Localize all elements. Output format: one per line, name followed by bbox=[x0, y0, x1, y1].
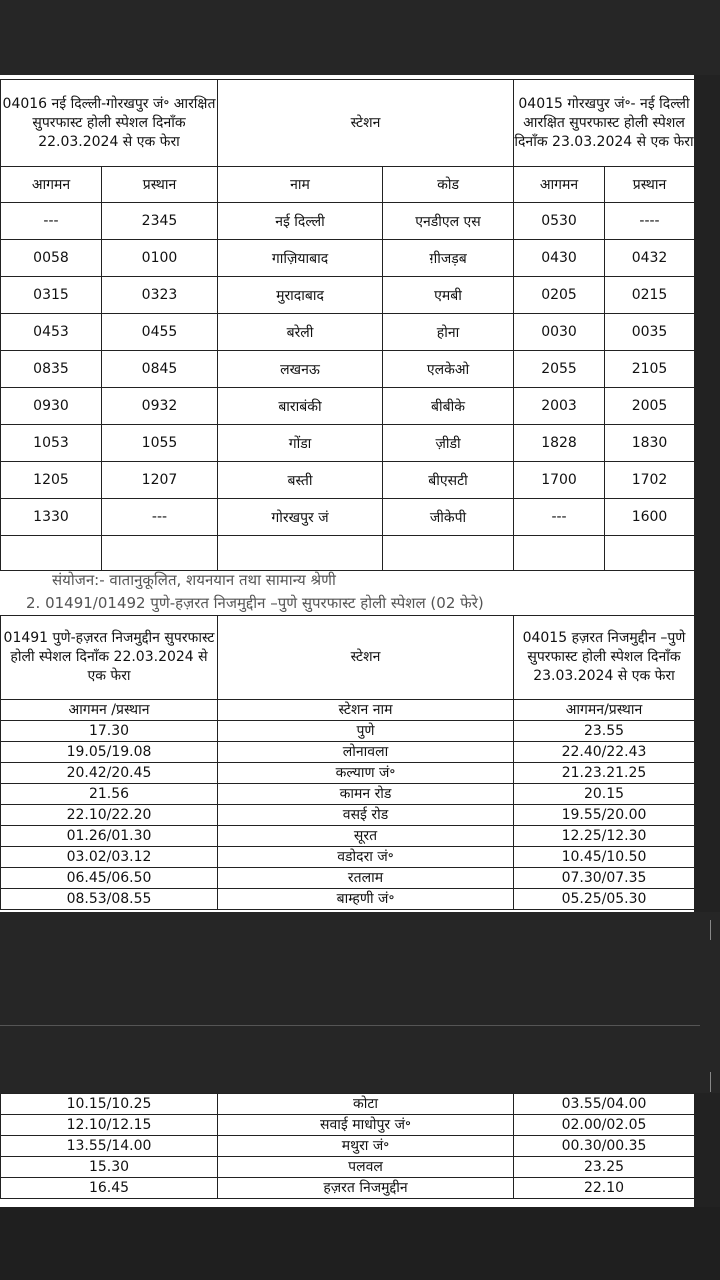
table-cell: 0455 bbox=[102, 314, 218, 351]
blank-cell bbox=[383, 536, 514, 571]
table-cell: 0205 bbox=[514, 277, 605, 314]
table-cell: 00.30/00.35 bbox=[514, 1136, 695, 1157]
table-cell: 17.30 bbox=[1, 721, 218, 742]
table-cell: सूरत bbox=[218, 826, 514, 847]
table-cell: मुरादाबाद bbox=[218, 277, 383, 314]
schedule-table-pune bbox=[0, 615, 695, 910]
table-row bbox=[1, 499, 695, 536]
table-cell: नई दिल्ली bbox=[218, 203, 383, 240]
table-cell: 0030 bbox=[514, 314, 605, 351]
table-cell: 1700 bbox=[514, 462, 605, 499]
col-station-name: स्टेशन नाम bbox=[218, 700, 514, 721]
blank-cell bbox=[514, 536, 605, 571]
scroll-handle-lower[interactable] bbox=[710, 1072, 717, 1092]
table-cell: 08.53/08.55 bbox=[1, 889, 218, 910]
table-cell: 23.55 bbox=[514, 721, 695, 742]
table-cell: 2055 bbox=[514, 351, 605, 388]
table-cell: 19.55/20.00 bbox=[514, 805, 695, 826]
blank-cell bbox=[102, 536, 218, 571]
table-cell: 0058 bbox=[1, 240, 102, 277]
table-cell: 0035 bbox=[605, 314, 695, 351]
table-cell: 2003 bbox=[514, 388, 605, 425]
table-cell: --- bbox=[1, 203, 102, 240]
table-cell: ग़ीजड़ब bbox=[383, 240, 514, 277]
table-cell: 0932 bbox=[102, 388, 218, 425]
train-return-header: 04015 हज़रत निजमुद्दीन –पुणे सुपरफास्ट होली स्पेशल दिनाँक 23.03.2024 से एक फेरा bbox=[514, 616, 695, 700]
table-cell: 1053 bbox=[1, 425, 102, 462]
table-cell: --- bbox=[514, 499, 605, 536]
table-row bbox=[1, 425, 695, 462]
table-cell: 0100 bbox=[102, 240, 218, 277]
train-04016-header: 04016 नई दिल्ली-गोरखपुर जं॰ आरक्षित सुपरफास्ट होली स्पेशल दिनाँक 22.03.2024 से एक फेरा bbox=[1, 80, 218, 167]
table-cell: 05.25/05.30 bbox=[514, 889, 695, 910]
table-cell: 22.40/22.43 bbox=[514, 742, 695, 763]
table-cell: 22.10/22.20 bbox=[1, 805, 218, 826]
blank-cell bbox=[605, 536, 695, 571]
table-cell: 22.10 bbox=[514, 1178, 695, 1199]
table-cell: वडोदरा जं॰ bbox=[218, 847, 514, 868]
top-dark-strip bbox=[0, 0, 720, 75]
table-row bbox=[1, 388, 695, 425]
table-cell: बाराबंकी bbox=[218, 388, 383, 425]
table-cell: 2105 bbox=[605, 351, 695, 388]
table-cell: पलवल bbox=[218, 1157, 514, 1178]
station-header: स्टेशन bbox=[218, 80, 514, 167]
col-arr-dep: आगमन /प्रस्थान bbox=[1, 700, 218, 721]
table-cell: बीएसटी bbox=[383, 462, 514, 499]
table-cell: 0315 bbox=[1, 277, 102, 314]
blank-cell bbox=[1, 536, 102, 571]
table-row bbox=[1, 1115, 695, 1136]
table-cell: 10.15/10.25 bbox=[1, 1094, 218, 1115]
table-row bbox=[1, 462, 695, 499]
table-row bbox=[1, 240, 695, 277]
table-cell: 0835 bbox=[1, 351, 102, 388]
table-cell: 0930 bbox=[1, 388, 102, 425]
table-cell: सवाई माधोपुर जं॰ bbox=[218, 1115, 514, 1136]
col-code: कोड bbox=[383, 167, 514, 203]
table-row bbox=[1, 1094, 695, 1115]
table-cell: 0215 bbox=[605, 277, 695, 314]
table-cell: एमबी bbox=[383, 277, 514, 314]
table-cell: 16.45 bbox=[1, 1178, 218, 1199]
table-cell: 03.55/04.00 bbox=[514, 1094, 695, 1115]
table-cell: 06.45/06.50 bbox=[1, 868, 218, 889]
table-cell: 20.42/20.45 bbox=[1, 763, 218, 784]
table-cell: 23.25 bbox=[514, 1157, 695, 1178]
table-cell: कल्याण जं॰ bbox=[218, 763, 514, 784]
table-row bbox=[1, 805, 695, 826]
table-row bbox=[1, 1178, 695, 1199]
table-cell: गाज़ियाबाद bbox=[218, 240, 383, 277]
col-name: नाम bbox=[218, 167, 383, 203]
table-cell: जीकेपी bbox=[383, 499, 514, 536]
section-heading-2: 2. 01491/01492 पुणे-हज़रत निजमुद्दीन –पुणे सुपरफास्ट होली स्पेशल (02 फेरे) bbox=[26, 594, 484, 612]
schedule-table-pune-continued bbox=[0, 1093, 695, 1199]
table-cell: 10.45/10.50 bbox=[514, 847, 695, 868]
table-cell: 21.23.21.25 bbox=[514, 763, 695, 784]
table-cell: लोनावला bbox=[218, 742, 514, 763]
table-cell: 1055 bbox=[102, 425, 218, 462]
table-cell: 1828 bbox=[514, 425, 605, 462]
table-cell: रतलाम bbox=[218, 868, 514, 889]
composition-note: संयोजन:- वातानुकूलित, शयनयान तथा सामान्य श्रेणी bbox=[52, 571, 336, 589]
page-divider-line bbox=[0, 1025, 700, 1026]
table-row bbox=[1, 721, 695, 742]
table-row bbox=[1, 763, 695, 784]
table-cell: 13.55/14.00 bbox=[1, 1136, 218, 1157]
table-cell: 0453 bbox=[1, 314, 102, 351]
table-cell: लखनऊ bbox=[218, 351, 383, 388]
table-cell: बस्ती bbox=[218, 462, 383, 499]
table-cell: गोरखपुर जं bbox=[218, 499, 383, 536]
table-cell: --- bbox=[102, 499, 218, 536]
table-row bbox=[1, 314, 695, 351]
table-cell: 1330 bbox=[1, 499, 102, 536]
table-cell: बाम्हणी जं॰ bbox=[218, 889, 514, 910]
table-row bbox=[1, 742, 695, 763]
table-cell: 1830 bbox=[605, 425, 695, 462]
table-cell: 15.30 bbox=[1, 1157, 218, 1178]
table-cell: 2005 bbox=[605, 388, 695, 425]
table-cell: 19.05/19.08 bbox=[1, 742, 218, 763]
table-cell: पुणे bbox=[218, 721, 514, 742]
schedule-table-gorakhpur bbox=[0, 79, 695, 571]
table-cell: 0323 bbox=[102, 277, 218, 314]
table-cell: बरेली bbox=[218, 314, 383, 351]
table-cell: 0432 bbox=[605, 240, 695, 277]
train-01491-header: 01491 पुणे-हज़रत निजमुद्दीन सुपरफास्ट होली स्पेशल दिनाँक 22.03.2024 से एक फेरा bbox=[1, 616, 218, 700]
table-row bbox=[1, 889, 695, 910]
table-cell: 12.10/12.15 bbox=[1, 1115, 218, 1136]
table-cell: हज़रत निजमुद्दीन bbox=[218, 1178, 514, 1199]
table-row bbox=[1, 351, 695, 388]
col-arrival: आगमन bbox=[1, 167, 102, 203]
table-cell: 03.02/03.12 bbox=[1, 847, 218, 868]
table-cell: कोटा bbox=[218, 1094, 514, 1115]
table-cell: 02.00/02.05 bbox=[514, 1115, 695, 1136]
table-row bbox=[1, 277, 695, 314]
table-cell: मथुरा जं॰ bbox=[218, 1136, 514, 1157]
table-cell: एनडीएल एस bbox=[383, 203, 514, 240]
table-cell: 0845 bbox=[102, 351, 218, 388]
table-cell: 1702 bbox=[605, 462, 695, 499]
table-row bbox=[1, 1157, 695, 1178]
table-cell: 1600 bbox=[605, 499, 695, 536]
table-cell: 12.25/12.30 bbox=[514, 826, 695, 847]
table-cell: गोंडा bbox=[218, 425, 383, 462]
table-row bbox=[1, 203, 695, 240]
col-departure: प्रस्थान bbox=[102, 167, 218, 203]
table-cell: 20.15 bbox=[514, 784, 695, 805]
station-header: स्टेशन bbox=[218, 616, 514, 700]
table-cell: 07.30/07.35 bbox=[514, 868, 695, 889]
col-arr-dep-return: आगमन/प्रस्थान bbox=[514, 700, 695, 721]
table-row bbox=[1, 868, 695, 889]
table-cell: 1207 bbox=[102, 462, 218, 499]
col-departure-return: प्रस्थान bbox=[605, 167, 695, 203]
table-row bbox=[1, 847, 695, 868]
table-cell: बीबीके bbox=[383, 388, 514, 425]
table-cell: वसई रोड bbox=[218, 805, 514, 826]
train-04015-header: 04015 गोरखपुर जं॰- नई दिल्ली आरक्षित सुपरफास्ट होली स्पेशल दिनाँक 23.03.2024 से एक फेरा bbox=[514, 80, 695, 167]
table-cell: होना bbox=[383, 314, 514, 351]
col-arrival-return: आगमन bbox=[514, 167, 605, 203]
table-cell: एलकेओ bbox=[383, 351, 514, 388]
table-row bbox=[1, 826, 695, 847]
table-cell: ज़ीडी bbox=[383, 425, 514, 462]
blank-cell bbox=[218, 536, 383, 571]
bottom-dark-area bbox=[0, 1207, 720, 1280]
table-row bbox=[1, 784, 695, 805]
table-cell: ---- bbox=[605, 203, 695, 240]
page-gap bbox=[0, 912, 720, 1093]
table-cell: 1205 bbox=[1, 462, 102, 499]
table-cell: 2345 bbox=[102, 203, 218, 240]
table-cell: 0530 bbox=[514, 203, 605, 240]
scroll-handle[interactable] bbox=[710, 920, 717, 940]
table-cell: 01.26/01.30 bbox=[1, 826, 218, 847]
table-cell: 21.56 bbox=[1, 784, 218, 805]
table-cell: कामन रोड bbox=[218, 784, 514, 805]
table-cell: 0430 bbox=[514, 240, 605, 277]
table-row bbox=[1, 1136, 695, 1157]
